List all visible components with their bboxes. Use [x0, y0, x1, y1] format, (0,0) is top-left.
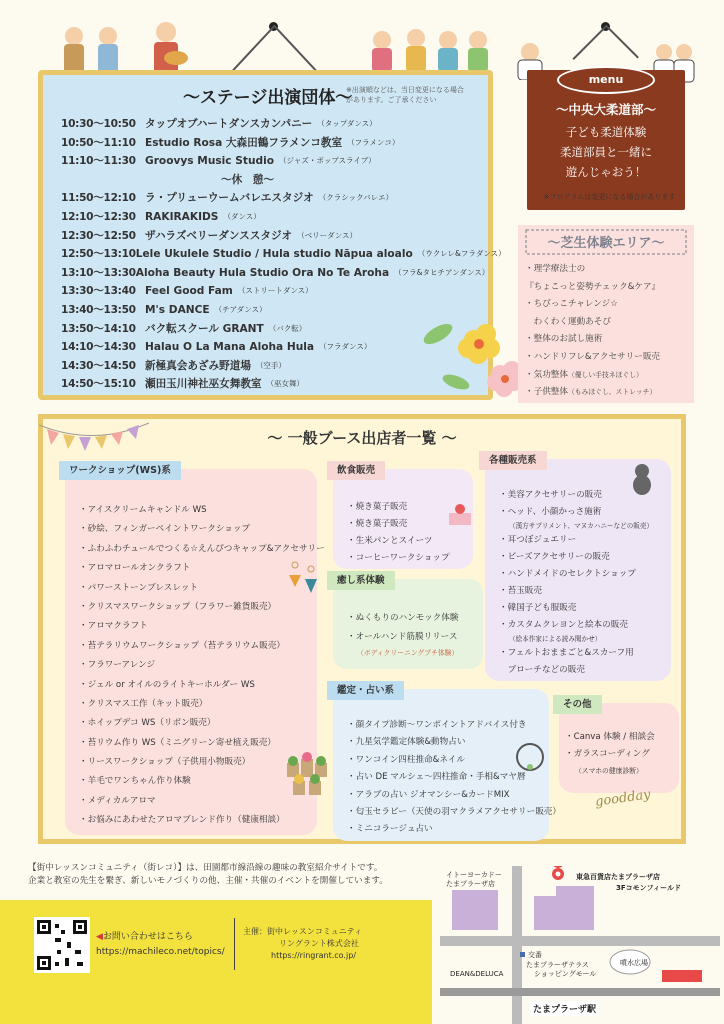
stage-performer: 瀬田玉川神社巫女舞教室: [145, 378, 262, 391]
cat-icon: [629, 461, 655, 497]
footer-band-slant: [380, 900, 440, 1024]
stage-row: [61, 245, 506, 264]
stage-time: 10:50〜11:10: [61, 136, 136, 149]
fortune-tag: 鑑定・占い系: [327, 681, 404, 700]
sales-list: [499, 487, 665, 679]
menu-line: 柔道部員と一緒に: [560, 145, 652, 159]
booth-item: ・ヘッド、小顔かっさ施術: [499, 507, 602, 517]
other-tag: その他: [553, 695, 602, 714]
map-common: 3Fコモンフィールド: [616, 884, 681, 892]
people-illustration-right: [370, 22, 495, 72]
booth-item: ・顔タイプ診断〜ワンポイントアドバイス付き: [347, 720, 527, 730]
plants-icon: [285, 749, 329, 799]
organizer-line1: 主催：街中レッスンコミュニティ: [243, 927, 363, 936]
workshop-panel: [65, 465, 325, 835]
flower-decoration: [416, 312, 526, 402]
stage-row: [61, 189, 478, 208]
stage-time: 13:40〜13:50: [61, 303, 136, 316]
stage-time: 10:30〜10:50: [61, 118, 136, 130]
map-station: たまプラーザ駅: [530, 1001, 599, 1016]
stage-genre: （ウクレレ&フラダンス）: [417, 249, 506, 259]
booth-item: ・アイスクリームキャンドル WS: [79, 505, 207, 515]
stage-performer: Halau O La Mana Aloha Hula: [145, 341, 315, 354]
booth-item: ・九星気学鑑定体験&動物占い: [347, 737, 466, 748]
other-list: [565, 729, 673, 763]
booth-item: ・ハンドメイドのセレクトショップ: [499, 569, 636, 579]
stage-performer: タップオブハートダンスカンパニー: [145, 118, 313, 130]
stage-time: 14:50〜15:10: [61, 378, 136, 391]
booth-item: ・フェルトおままごと&スカーフ用: [499, 648, 634, 658]
menu-board: [527, 70, 685, 210]
stage-time: 13:30〜13:40: [61, 285, 136, 298]
stage-note: ※出演順などは、当日変更になる場合があります。ご了承ください: [346, 86, 464, 104]
stage-genre: （巫女舞）: [266, 379, 305, 389]
booth-item: ・リースワークショップ（子供用小物販売）: [79, 757, 251, 768]
stage-genre: （タップダンス）: [317, 119, 377, 128]
booth-item: ・韓国子ども服販売: [499, 603, 577, 613]
stage-performer: バク転スクール GRANT: [145, 322, 264, 335]
lawn-item: [525, 384, 692, 402]
stage-time: 14:10〜14:30: [61, 341, 136, 354]
cake-icon: [445, 499, 475, 529]
booth-item: ・フラワーアレンジ: [79, 660, 156, 671]
map-koban: 交番: [528, 951, 542, 959]
goodday-text: goodday: [594, 787, 652, 810]
string-right: [273, 25, 321, 76]
booth-item: ・ミニコラージュ占い: [347, 824, 433, 835]
organizer-url[interactable]: https://ringrant.co.jp/: [271, 951, 356, 960]
other-panel: [559, 699, 679, 793]
stage-performer: Aloha Beauty Hula Studio Ora No Te Aroha: [135, 266, 390, 279]
booth-item: ・占い DE マルシェ〜四柱推命・手相&マヤ暦: [347, 772, 526, 783]
booth-item: ・美容アクセサリーの販売: [499, 490, 602, 500]
booth-item: ・焼き菓子販売: [347, 519, 408, 529]
map-mall: ショッピングモール: [534, 970, 597, 978]
stage-row: [61, 264, 490, 283]
booth-board: [38, 414, 686, 844]
booth-item: ・アロマロールオンクラフト: [79, 563, 191, 574]
stage-row: [61, 227, 478, 246]
earrings-icon: [287, 559, 321, 609]
stage-genre: （ストリートダンス）: [237, 286, 313, 296]
organizer-line2: リングラント株式会社: [279, 939, 359, 948]
booth-item: ・オールハンド筋膜リリース: [347, 632, 458, 642]
lawn-item-note: （優しい手技ネほぐし）: [567, 370, 643, 379]
booth-item: ・砂絵、フィンガーペイントワークショップ: [79, 524, 251, 535]
lawn-item: [525, 279, 692, 297]
stage-row: [61, 152, 478, 171]
stage-performer: 新極真会あざみ野道場: [145, 359, 251, 372]
other-sub: （スマホの健康診断）: [575, 767, 643, 775]
booth-item: ・クリスマスワークショップ（フラワー雑貨販売）: [79, 601, 277, 612]
contact-label: お問い合わせはこちら: [102, 932, 193, 942]
menu-club: 〜中央大柔道部〜: [555, 102, 656, 117]
booth-item: ・耳つぼジュエリー: [499, 535, 577, 545]
stage-performer: Feel Good Fam: [145, 285, 233, 298]
fortune-list: [347, 717, 561, 839]
map-terrace: たまプラーザテラス: [526, 961, 589, 969]
healing-list: [347, 609, 477, 647]
map-deandeluca: DEAN&DELUCA: [450, 970, 504, 978]
booth-item: ・パワーストーンブレスレット: [79, 582, 199, 593]
booth-title: 〜 一般ブース出店者一覧 〜: [267, 429, 457, 447]
booth-item: ・お悩みにあわせたアロマブレンド作り（健康相談）: [79, 815, 285, 826]
stage-time: 12:50〜13:10: [61, 248, 136, 261]
booth-item: ・苔リウム作り WS（ミニグリーン寄せ植え販売）: [79, 737, 276, 748]
map-ito2: たまプラーザ店: [446, 880, 495, 888]
lawn-area: [518, 225, 694, 403]
stage-genre: （空手）: [255, 360, 286, 370]
booth-item: ・クリスマス工作（キット販売）: [79, 698, 208, 709]
bunting-decoration: [39, 415, 149, 455]
booth-item: ・苔テラリウムワークショップ（苔テラリウム販売）: [79, 640, 285, 651]
menu-lines: [527, 122, 685, 182]
stage-performer: RAKIRAKIDS: [145, 210, 219, 223]
organizer-block: [243, 926, 362, 962]
lawn-item: [525, 296, 692, 314]
lawn-item-text: ・ちびっこチャレンジ☆: [525, 299, 618, 310]
stage-genre: （フラダンス）: [319, 342, 372, 352]
booth-item: ・Canva 体験 / 相談会: [565, 732, 655, 742]
map-tokyu: 東急百貨店たまプラーザ店: [576, 873, 660, 881]
stage-time: 12:10〜12:30: [61, 210, 136, 223]
lawn-item-text: ・子供整体: [525, 387, 568, 398]
lawn-item-text: ・ハンドリフレ&アクセサリー販売: [525, 351, 661, 362]
lawn-item-text: ・理学療法士の: [525, 264, 586, 274]
stage-time: 11:50〜12:10: [61, 192, 136, 205]
stage-genre: （クラシックバレエ）: [318, 193, 394, 203]
stage-performer: ザハラズベリーダンススタジオ: [145, 229, 293, 242]
lawn-title: 〜芝生体験エリア〜: [547, 236, 665, 251]
menu-line: 子ども柔道体験: [565, 125, 647, 139]
lawn-list: [525, 261, 692, 402]
booth-item: ・匂玉セラピー（天使の羽マクラメアクセサリー販売）: [347, 806, 561, 817]
booth-item: ・アラブの占い ジオマンシー&カードMIX: [347, 789, 510, 800]
lawn-item-text: ・気功整体: [525, 369, 568, 380]
stage-time: 13:10〜13:30: [61, 266, 136, 279]
booth-item: ・アロマクラフト: [79, 621, 148, 632]
booth-item: ・ジェル or オイルのライトキーホルダー WS: [79, 679, 255, 690]
healing-sub: （ボディクリーニングプチ体験）: [357, 649, 459, 657]
booth-item: ・ワンコイン四柱推命&ネイル: [347, 754, 465, 765]
booth-item: ・コーヒーワークショップ: [347, 553, 450, 563]
contact-block: [96, 930, 225, 960]
menu-line: 遊んじゃおう！: [565, 165, 647, 179]
stage-performer: 〜休 憩〜: [221, 173, 274, 186]
booth-item: ・ホイップデコ WS（リボン販売）: [79, 718, 216, 729]
stage-performer: Groovys Music Studio: [145, 155, 274, 168]
map-fountain: 噴水広場: [620, 959, 648, 967]
lawn-item-text: わくわく運動あそび: [525, 316, 611, 327]
stage-break-row: [61, 171, 478, 190]
people-illustration-left: [58, 14, 198, 74]
footer-text: [28, 862, 388, 888]
contact-label-row: [96, 930, 225, 945]
booth-item: （漢方サプリメント、マヌカハニーなどの販売）: [509, 522, 654, 530]
stage-performer: ラ・プリューウームバレエスタジオ: [145, 192, 314, 205]
lawn-item-note: （もみほぐし、ストレッチ）: [567, 388, 657, 397]
healing-panel: [333, 575, 483, 669]
booth-item: ・メディカルアロマ: [79, 795, 156, 806]
stage-time: 14:30〜14:50: [61, 359, 136, 372]
menu-note: ※プログラムは変更になる場合があります: [543, 193, 676, 201]
triangle-icon: ◀: [96, 932, 103, 942]
booth-item: ・生米パンとスイーツ: [347, 536, 433, 546]
stage-genre: （フラ&タヒチアンダンス）: [394, 267, 490, 277]
booth-item: ・カスタムクレヨンと絵本の販売: [499, 620, 628, 630]
map-ito: イトーヨーカドー: [446, 871, 502, 879]
booth-item: ・焼き菓子販売: [347, 502, 408, 512]
stage-performer: M's DANCE: [145, 303, 210, 316]
lawn-item: [525, 349, 692, 367]
stage-time: 12:30〜12:50: [61, 229, 136, 242]
stage-performer: Estudio Rosa 大森田鶴フラメンコ教室: [145, 136, 343, 149]
menu-label: menu: [557, 66, 655, 94]
menu-string-right: [605, 25, 639, 59]
footer-line1: 【街中レッスンコミュニティ（街レコ）】は、田園都市線沿線の趣味の教室紹介サイトです。: [28, 863, 383, 873]
stage-genre: （バク転）: [268, 323, 307, 333]
stage-row: [61, 282, 478, 301]
booth-item: ・ふわふわチュールでつくる☆えんぴつキャップ&アクセサリー: [79, 543, 325, 554]
contact-url[interactable]: https://machileco.net/topics/: [96, 947, 225, 957]
booth-item: （絵本作家による読み聞かせ）: [509, 635, 602, 643]
footer-divider: [234, 918, 235, 970]
booth-item: ・苔玉販売: [499, 586, 542, 596]
booth-item: ・ガラスコーディング: [565, 749, 650, 759]
lawn-item: [525, 331, 692, 349]
lawn-item-text: ・整体のお試し施術: [525, 334, 603, 345]
qr-code-pattern: [37, 920, 87, 970]
stage-genre: （ベリーダンス）: [297, 230, 358, 240]
stage-row: [61, 208, 478, 227]
lawn-item: [525, 314, 692, 332]
lawn-item: [525, 261, 692, 279]
sales-tag: 各種販売系: [479, 451, 547, 470]
stage-performer: Lele Ukulele Studio / Hula studio Nāpua aloalo: [135, 248, 413, 261]
stage-genre: （ダンス）: [223, 211, 261, 221]
stage-row: [61, 134, 478, 153]
access-map: [440, 866, 720, 1024]
healing-tag: 癒し系体験: [327, 571, 395, 590]
lawn-item: [525, 367, 692, 385]
booth-item: ・ビーズアクセサリーの販売: [499, 552, 610, 562]
booth-item: ブローチなどの販売: [499, 665, 585, 675]
stage-genre: （チアダンス）: [214, 304, 267, 314]
stage-genre: （フラメンコ）: [347, 137, 400, 147]
food-tag: 飲食販売: [327, 461, 385, 480]
stage-title: 〜ステージ出演団体〜: [183, 88, 353, 108]
stage-time: 11:10〜11:30: [61, 155, 136, 168]
qr-code[interactable]: [34, 917, 90, 973]
footer-line2: 企業と教室の先生を繋ぎ、新しいモノづくりの他、主催・共催のイベントを開催しています。: [28, 876, 388, 886]
stage-time: 13:50〜14:10: [61, 322, 136, 335]
lawn-item-text: 『ちょこっと姿勢チェック&ケア』: [525, 281, 661, 292]
menu-string-left: [572, 26, 606, 60]
stage-row: [61, 115, 478, 134]
headphone-icon: [513, 737, 547, 777]
booth-item: ・羊毛でワンちゃん作り体験: [79, 776, 191, 787]
stage-genre: （ジャズ・ポップスライブ）: [279, 156, 376, 166]
workshop-tag: ワークショップ(WS)系: [59, 461, 181, 480]
booth-item: ・ぬくもりのハンモック体験: [347, 613, 459, 623]
workshop-list: [79, 501, 325, 831]
